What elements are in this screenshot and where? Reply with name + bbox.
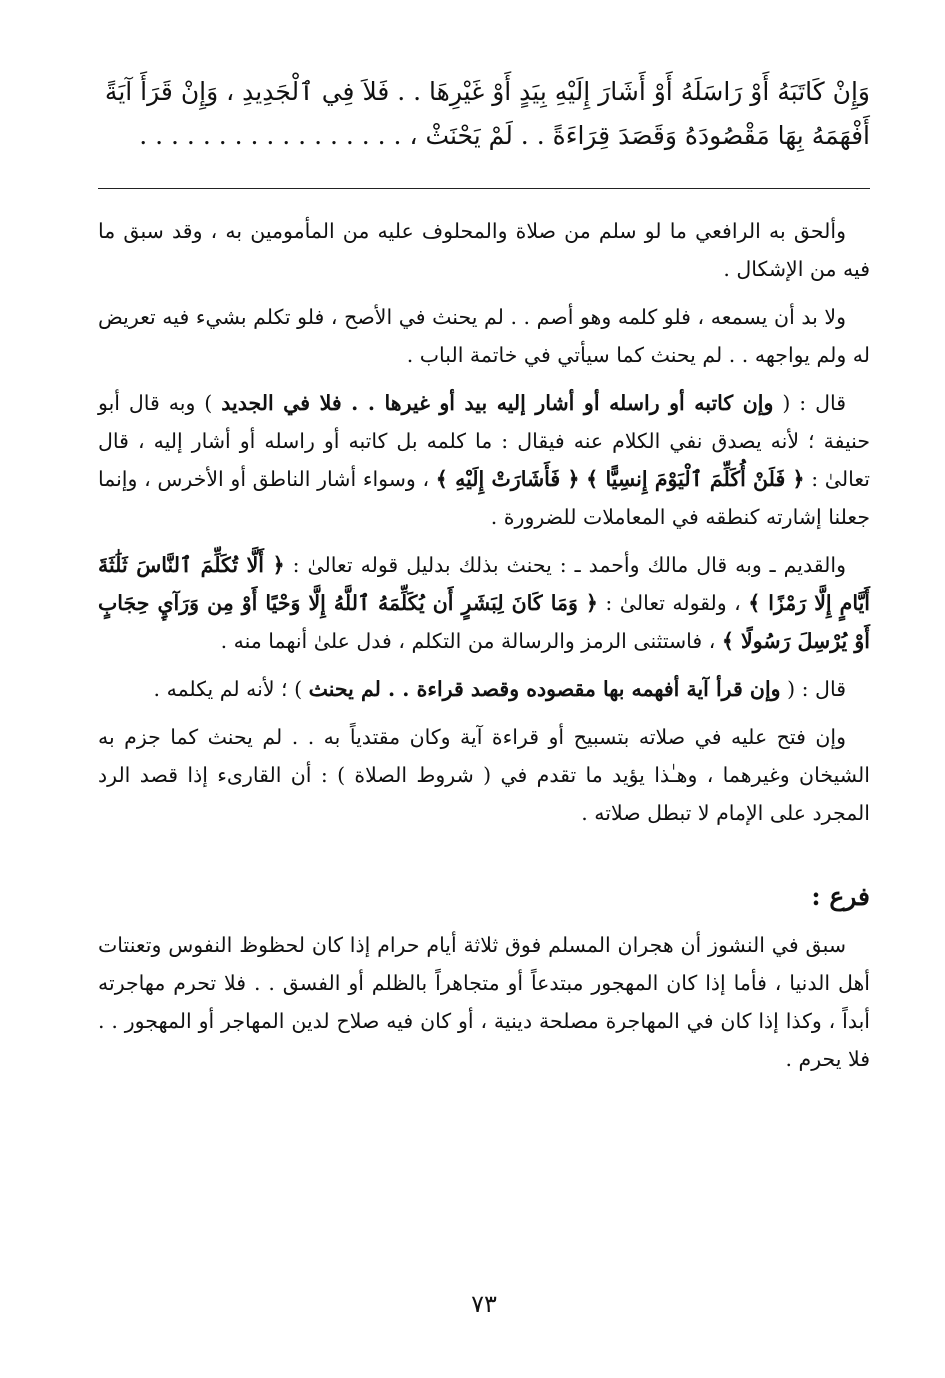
- separator-rule: [98, 188, 870, 189]
- matn-quote: وإن كاتبه أو راسله أو أشار إليه بيد أو غيرها . . فلا في الجديد: [221, 391, 774, 415]
- quran-verse: ﴿ فَأَشَارَتْ إِلَيْهِ ﴾: [435, 467, 580, 491]
- text-run: قال : (: [780, 677, 846, 701]
- quran-verse: ﴿ وَمَا كَانَ لِبَشَرٍ أَن يُكَلِّمَهُ ٱللَّهُ إِلَّا وَحْيًا أَوْ مِن وَرَآيِٕ حِجَابٍ أَوْ يُرْسِلَ رَسُولًا ﴾: [98, 591, 870, 653]
- spacer: [98, 842, 870, 878]
- sharh-paragraph-4: [98, 546, 870, 660]
- matn-line-2: [98, 114, 870, 158]
- text-run: ، فاستثنى الرمز والرسالة من التكلم ، فدل علىٰ أنهما منه .: [220, 629, 722, 653]
- matn-line-2-text: أَفْهَمَهُ بِهَا مَقْصُودَهُ وَقَصَدَ قِرَاءَةً . . لَمْ يَحْنَثْ ،: [409, 121, 870, 150]
- sharh-text: [98, 212, 870, 1088]
- matn-quote: وإن قرأ آية أفهمه بها مقصوده وقصد قراءة . . لم يحنث: [308, 677, 781, 701]
- text-run: قال : (: [773, 391, 847, 415]
- matn-dots: . . . . . . . . . . . . . . . . .: [139, 121, 402, 150]
- sharh-paragraph-6: وإن فتح عليه في صلاته بتسبيح أو قراءة آية وكان مقتدياً به . . لم يحنث كما جزم به الشيخان وغيرهما ، وهـٰذا يؤيد ما تقدم في ( شروط الصلاة ) : أن القارىء إذا قصد الرد المجرد على الإمام لا تبطل صلاته .: [98, 725, 870, 825]
- text-run: ) وبه قال أبو حنيفة ؛ لأنه يصدق نفي الكلام عنه فيقال : ما كلمه بل كاتبه أو راسله أو أشار إليه ، قال تعالىٰ :: [98, 391, 870, 491]
- sharh-paragraph-7: سبق في النشوز أن هجران المسلم فوق ثلاثة أيام حرام إذا كان لحظوظ النفوس وتعنتات أهل الدنيا ، فأما إذا كان المهجور مبتدعاً أو متجاهراً بالظلم أو الفسق . . فلا تحرم مهاجرته أبداً ، وكذا إذا كان في المهاجرة مصلحة دينية ، أو كان فيه صلاح لدين المهاجر أو المهجور . . فلا يحرم .: [98, 933, 870, 1071]
- section-heading-far: فرع :: [811, 882, 870, 911]
- matn-line-1: وَإِنْ كَاتَبَهُ أَوْ رَاسَلَهُ أَوْ أَشَارَ إِلَيْهِ بِيَدٍ أَوْ غَيْرِهَا . . فَلاَ فِي ٱلْجَدِيدِ ، وَإِنْ قَرَأَ آيَةً: [104, 77, 870, 106]
- text-run: ، ولقوله تعالىٰ :: [597, 591, 749, 615]
- sharh-paragraph-1: وألحق به الرافعي ما لو سلم من صلاة والمحلوف عليه من المأمومين به ، وقد سبق ما فيه من الإشكال .: [98, 219, 870, 281]
- quran-verse: ﴿ أَلَّا تُكَلِّمَ ٱلنَّاسَ ثَلَٰثَةَ أَيَّامٍ إِلَّا رَمْزًا ﴾: [98, 553, 870, 615]
- quran-verse: ﴿ فَلَنْ أُكَلِّمَ ٱلْيَوْمَ إِنسِيًّا ﴾: [586, 467, 805, 491]
- sharh-paragraph-3: [98, 384, 870, 536]
- page-number: ٧٣: [471, 1290, 497, 1318]
- sharh-paragraph-2: ولا بد أن يسمعه ، فلو كلمه وهو أصم . . لم يحنث في الأصح ، فلو تكلم بشيء فيه تعريض له ولم يواجهه . . لم يحنث كما سيأتي في خاتمة الباب .: [98, 305, 870, 367]
- text-run: ) ؛ لأنه لم يكلمه .: [153, 677, 309, 701]
- sharh-paragraph-5: [98, 670, 870, 708]
- text-run: ، وسواء أشار الناطق أو الأخرس ، وإنما جعلنا إشارته كنطقه في المعاملات للضرورة .: [98, 467, 870, 529]
- page: [98, 0, 870, 1378]
- matn-text: [98, 70, 870, 158]
- text-run: والقديم ـ وبه قال مالك وأحمد ـ : يحنث بذلك بدليل قوله تعالىٰ :: [284, 553, 846, 577]
